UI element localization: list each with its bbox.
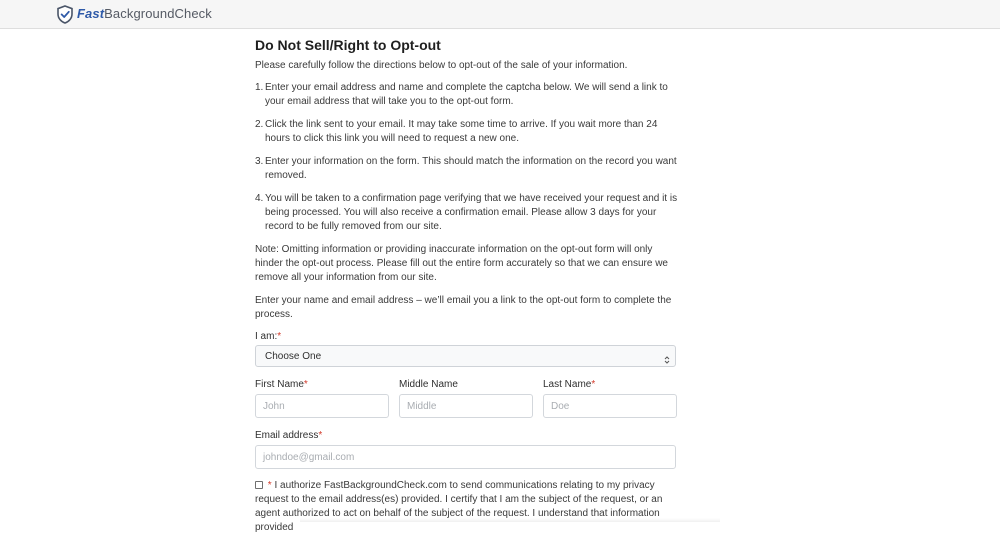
i-am-selected-value: Choose One: [265, 350, 321, 364]
i-am-select[interactable]: [255, 345, 676, 367]
last-name-label-text: Last Name: [543, 379, 591, 390]
step-number: 3.: [255, 155, 263, 169]
list-item: [255, 118, 680, 146]
name-row: [255, 379, 680, 418]
brand-name-rest: BackgroundCheck: [104, 6, 212, 21]
first-name-field: [255, 379, 389, 418]
required-mark: *: [277, 331, 281, 342]
step-text: You will be taken to a confirmation page verifying that we have received your request and it is being processed. You will also receive a confirmation email. Please allow 3 days for your record to be fully removed from our site.: [265, 193, 677, 232]
last-name-label: [543, 379, 677, 391]
consent-required-mark: *: [268, 480, 272, 491]
consent-text: I authorize FastBackgroundCheck.com to send communications relating to my privacy request to the email address(es) provided. I certify that I am the subject of the request, or an agent authorized to act on behalf of the subject of the request. I understand that information provided: [255, 480, 662, 533]
steps-list: [255, 81, 680, 234]
intro-text: Please carefully follow the directions below to opt-out of the sale of your information.: [255, 59, 680, 73]
middle-name-input[interactable]: [399, 394, 533, 418]
email-label-text: Email address: [255, 430, 318, 441]
first-name-placeholder: John: [263, 400, 285, 414]
consent-block: [255, 479, 680, 535]
email-label: [255, 430, 680, 442]
last-name-field: [543, 379, 677, 418]
i-am-field: [255, 331, 680, 367]
required-mark: *: [304, 379, 308, 390]
step-text: Enter your information on the form. This should match the information on the record you want removed.: [265, 156, 677, 181]
brand-name-bold: Fast: [77, 6, 104, 21]
email-placeholder: johndoe@gmail.com: [263, 451, 354, 465]
list-item: [255, 192, 680, 234]
step-text: Click the link sent to your email. It may take some time to arrive. If you wait more than 24 hours to click this link you will need to request a new one.: [265, 119, 657, 144]
i-am-label-text: I am:: [255, 331, 277, 342]
email-input[interactable]: [255, 445, 676, 469]
consent-checkbox[interactable]: [255, 481, 263, 489]
list-item: [255, 155, 680, 183]
site-logo[interactable]: [56, 4, 212, 24]
first-name-input[interactable]: [255, 394, 389, 418]
i-am-label: [255, 331, 680, 343]
last-name-placeholder: Doe: [551, 400, 569, 414]
first-name-label: [255, 379, 389, 391]
email-field: [255, 430, 680, 469]
note-text: Note: Omitting information or providing inaccurate information on the opt-out form will only hinder the opt-out process. Please fill out the entire form accurately so that we can ensure we remove all your information from our site.: [255, 243, 680, 285]
middle-name-placeholder: Middle: [407, 400, 436, 414]
top-bar: [0, 0, 1000, 29]
page-title: Do Not Sell/Right to Opt-out: [255, 36, 680, 54]
required-mark: *: [318, 430, 322, 441]
step-text: Enter your email address and name and complete the captcha below. We will send a link to your email address that will take you to the opt-out form.: [265, 82, 668, 107]
brand-name: [77, 4, 212, 24]
middle-name-label: Middle Name: [399, 379, 533, 391]
chevron-updown-icon: [664, 352, 670, 370]
bottom-shadow: [300, 518, 720, 522]
step-number: 1.: [255, 81, 263, 95]
middle-name-field: [399, 379, 533, 418]
shield-check-icon: [56, 5, 74, 24]
step-number: 2.: [255, 118, 263, 132]
required-mark: *: [591, 379, 595, 390]
list-item: [255, 81, 680, 109]
opt-out-content: [255, 36, 680, 535]
last-name-input[interactable]: [543, 394, 677, 418]
enter-instructions: Enter your name and email address – we’ll email you a link to the opt-out form to complete the process.: [255, 294, 680, 322]
step-number: 4.: [255, 192, 263, 206]
first-name-label-text: First Name: [255, 379, 304, 390]
